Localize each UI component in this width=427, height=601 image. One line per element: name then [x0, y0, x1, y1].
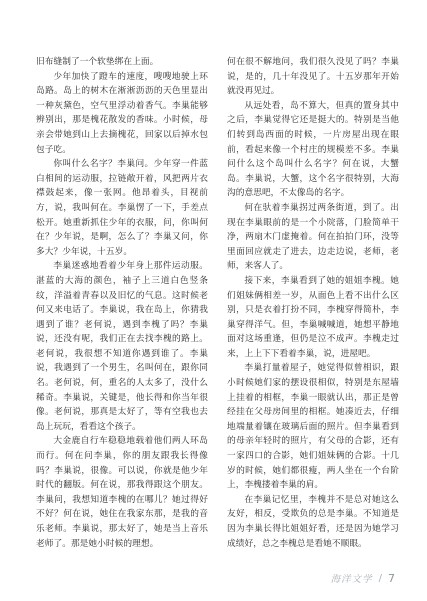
page-footer: [331, 571, 395, 585]
paragraph: 从远处看，岛不算大，但真的置身其中之后，李巢觉得它还是挺大的。特别是当他们转到岛西面的时候，一片房屋出现在眼前，看起来像一个村庄的规模差不多。李巢问什么这个岛叫什么名字？何在说，大蟹岛。李巢说，大蟹，这个名字很特别，大海沟的意思吧，不太像岛的名字。: [227, 100, 399, 199]
right-text-column: [227, 55, 399, 570]
paragraph: 何在驮着李巢拐过两条街道，到了。出现在李巢眼前的是一个小院落，门脸简单干净，两扇木门虚掩着。何在拍拍门环，没等里面回应就走了进去，边走边说，老师，老师，来客人了。: [227, 202, 399, 272]
paragraph: 何在很不解地问，我们很久没见了吗？李巢说，是的，几十年没见了。十五岁那年开始就没再见过。: [227, 57, 399, 97]
left-text-column: [36, 55, 208, 570]
paragraph: 少年加快了蹬车的速度，嗖嗖地驶上环岛路。岛上的树木在淅淅沥沥的天色里显出一种灰黛色，空气里浮动着香气。李巢能够辨别出，那是槐花散发的香味。小时候，母亲会带她到山上去摘槐花，回家以后掉水包包子吃。: [36, 71, 208, 155]
page-number: 7: [388, 571, 395, 585]
paragraph: 李巢打量着屋子，她觉得似曾相识，跟小时候她们家的摆设很相似，特别是东屋墙上挂着的相框，李巢一眼就认出，那正是曾经挂在父母房间里的相框。她凑近去，仔细地端量着镶在玻璃后面的照片。但李巢看到的母亲年轻时的照片，有父母的合影，还有一家四口的合影，她们姐妹俩的合影。十几岁的时候，她们都很瘦，两人坐在一个台阶上，李槐搂着李巢的肩。: [227, 363, 399, 491]
paragraph: 你叫什么名字？李巢问。少年穿一件蓝白相间的运动服，拉链敞开着，风把两片衣襟鼓起来，像一张网。他昂着头，目视前方，说，我叫何在。李巢愣了一下，手差点松开。她重新抓住少年的衣服，问，你叫何在？少年说，是啊，怎么了？李巢又问，你多大？少年说，十五岁。: [36, 159, 208, 257]
footer-separator: /: [378, 572, 382, 584]
magazine-name: 海洋文学: [330, 574, 373, 585]
paragraph: 大金鹿自行车稳稳地载着他们两人环岛而行。何在问李巢，你的朋友跟我长得像吗？李巢说，很像。可以说，你就是他少年时代的翻版。何在说，那我得跟这个朋友。李巢问，我想知道李槐的在哪儿？她过得好不好？何在说，她住在我家东那，是我的音乐老师。李巢说，那太好了，她是当上音乐老师了。那是她小时候的理想。: [36, 436, 208, 549]
paragraph: 旧布缝制了一个软垫绑在上面。: [36, 57, 159, 67]
paragraph: 接下来，李巢看到了她的姐姐李槐。她们姐妹俩相差一岁，从面色上看不出什么区别，只是衣着打扮不同，李槐穿得简朴，李巢穿得洋气。但，李巢喊喊道，她想平静地面对这场重逢，但仍是泣不成声。李槐走过来，上上下下看着李巢，说，进屋吧。: [227, 275, 399, 359]
paragraph: 在李巢记忆里，李槐并不是总对她这么友好，相反，受欺负的总是李巢。不知道是因为李巢长得比姐姐好看，还是因为她学习成绩好，总之李槐总是看她不顺眼。: [227, 494, 399, 549]
paragraph: 李巢迷惑地看着少年身上那件运动服。湛蓝的大海的颜色，袖子上三道白色竖条纹，洋溢着青春以及旧忆的气息。这时候老何又来电话了。李巢说，我在岛上，你猜我遇到了谁？老何说，遇到李槐了吗？李巢说，还没有呢，我们正在去找李槐的路上。老何说，我很想不知道你遇到谁了。李巢说，我遇到了一个男生，名叫何在，跟你同名。老何说，何，重名的人太多了，没什么稀奇。李巢说，关键是，他长得和你当年很像。老何说，那真是太好了，等有空我也去岛上玩玩，看看这个孩子。: [36, 261, 208, 432]
